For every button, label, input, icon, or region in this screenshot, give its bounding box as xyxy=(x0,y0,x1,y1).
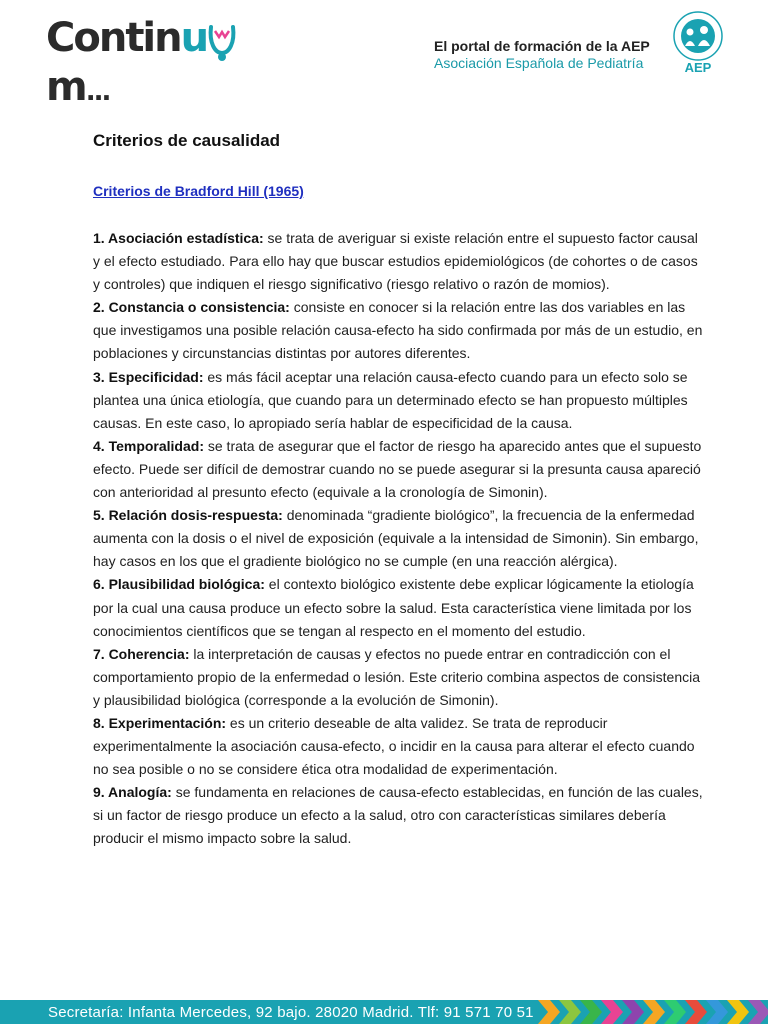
chevron-shape xyxy=(748,1000,768,1024)
criterion-label: 7. Coherencia: xyxy=(93,645,190,662)
criterion-item xyxy=(93,296,703,365)
decorative-chevrons xyxy=(530,1000,768,1024)
criterion-text: el contexto biológico existente debe explicar lógicamente la etiología por la cual una causa produce un efecto sobre la salud. Esta característica viene limitada por los conocimientos científicos que se tengan al respecto en el momento del estudio. xyxy=(93,576,694,639)
continuum-logo[interactable] xyxy=(30,8,280,110)
criterion-text: denominada “gradiente biológico”, la frecuencia de la enfermedad aumenta con la dosis o el nivel de exposición (equivale a la intensidad de Simonin). Sin embargo, hay casos en los que el gradiente biológico no se cumple (en una reacción alérgica). xyxy=(93,507,699,570)
criterion-item xyxy=(93,781,703,850)
criterion-label: 9. Analogía: xyxy=(93,784,172,801)
header xyxy=(0,0,768,110)
criterion-label: 6. Plausibilidad biológica: xyxy=(93,576,265,593)
criterion-text: se trata de asegurar que el factor de riesgo ha aparecido antes que el supuesto efecto. Puede ser difícil de demostrar cuando no se puede asegurar si la presunta causa apareció con anterioridad al presunto efecto (equivale a la cronología de Simonin). xyxy=(93,437,702,501)
criterion-label: 5. Relación dosis-respuesta: xyxy=(93,507,283,524)
criterion-text: se trata de averiguar si existe relación entre el supuesto factor causal y el efecto estudiado. Para ello hay que buscar estudios epidemiológicos (de cohortes o de casos y controles) que indiquen el riesgo significativo (riesgo relativo o razón de momios). xyxy=(93,230,698,293)
aep-logo[interactable] xyxy=(670,10,726,74)
criterion-item xyxy=(93,573,703,642)
chevron-shape xyxy=(580,1000,602,1024)
chevron-shape xyxy=(559,1000,581,1024)
criterion-item xyxy=(93,643,703,712)
stethoscope-icon xyxy=(207,23,237,63)
chevron-shape xyxy=(643,1000,665,1024)
criterion-text: consiste en conocer si la relación entre las dos variables en las que investigamos una posible relación causa-efecto ha sido confirmada por más de un estudio, en poblaciones y circunstancias distintas por autores diferentes. xyxy=(93,299,703,362)
chevron-shape xyxy=(706,1000,728,1024)
criterion-label: 8. Experimentación: xyxy=(93,714,227,731)
criterion-text: es más fácil aceptar una relación causa-efecto cuando para un efecto solo se plantea una única etiología, que cuando para un determinado efecto se han propuesto múltiples causas. En este caso, lo apropiado sería hablar de especificidad de la causa. xyxy=(93,368,688,431)
document-body xyxy=(93,130,703,851)
criterion-item xyxy=(93,435,703,504)
portal-association: Asociación Española de Pediatría xyxy=(434,55,644,71)
svg-text:AEP: AEP xyxy=(684,60,712,74)
criterion-item xyxy=(93,504,703,573)
document-title: Criterios de causalidad xyxy=(93,131,281,150)
chevron-shape xyxy=(664,1000,686,1024)
chevron-shape xyxy=(685,1000,707,1024)
chevron-shape xyxy=(622,1000,644,1024)
chevron-shape xyxy=(538,1000,560,1024)
criteria-list xyxy=(93,227,703,851)
criterion-label: 1. Asociación estadística: xyxy=(93,230,264,246)
aep-emblem-icon xyxy=(670,10,726,74)
portal-tagline xyxy=(434,38,650,72)
footer-bar xyxy=(0,1000,768,1024)
criterion-item xyxy=(93,227,703,296)
criterion-text: la interpretación de causas y efectos no puede entrar en contradicción con el comportamiento propio de la enfermedad o lesión. Este criterio combina aspectos de consistencia y plausibilidad biológica (corresponde a la evolución de Simonin). xyxy=(93,645,700,708)
criterion-label: 2. Constancia o consistencia: xyxy=(93,299,290,316)
criterion-text: se fundamenta en relaciones de causa-efecto establecidas, en función de las cuales, si un factor de riesgo produce un efecto a la salud, otro con características similares debería producir el mismo impacto sobre la salud. xyxy=(93,784,703,847)
criterion-label: 4. Temporalidad: xyxy=(93,437,204,454)
portal-title: El portal de formación de la AEP xyxy=(434,38,650,54)
criterion-text: es un criterio deseable de alta validez. Se trata de reproducir experimentalmente la asociación causa-efecto, o incidir en la causa para alterar el efecto cuando no sea posible o no se considere ética otra modalidad de experimentación. xyxy=(93,714,695,778)
chevron-shape xyxy=(727,1000,749,1024)
logo-text: Continum... xyxy=(46,14,280,116)
bradford-hill-link[interactable]: Criterios de Bradford Hill (1965) xyxy=(93,183,304,199)
chevron-shape xyxy=(601,1000,623,1024)
criterion-item xyxy=(93,366,703,435)
criterion-label: 3. Especificidad: xyxy=(93,368,204,385)
footer-address: Secretaría: Infanta Mercedes, 92 bajo. 28020 Madrid. Tlf: 91 571 70 51 xyxy=(48,1004,534,1021)
criterion-item xyxy=(93,712,703,781)
